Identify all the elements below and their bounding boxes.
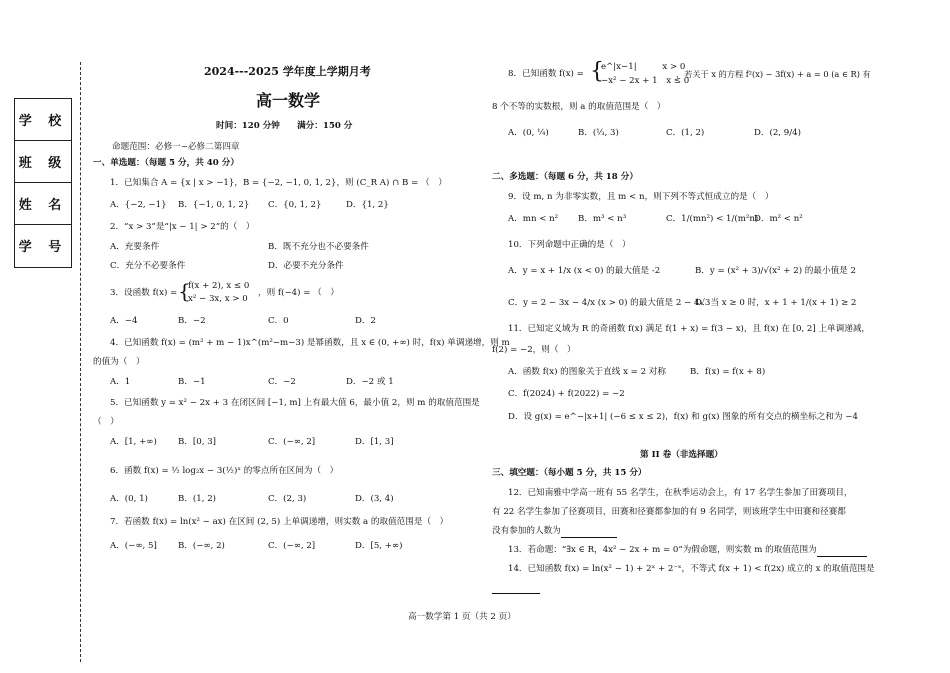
section-2-title: 二、多选题：（每题 6 分，共 18 分） (492, 172, 638, 182)
q10-option-a: A．y = x + 1/x (x < 0) 的最大值是 -2 (508, 266, 661, 276)
q4-stem: 4．已知函数 f(x) = (m² + m − 1)x^(m²−m−3) 是幂函数，且 x ∈ (0, +∞) 时，f(x) 单调递增，则 m (110, 338, 510, 348)
q9-option-b: B．m³ < n³ (578, 214, 627, 224)
q12-line-1: 12．已知南雅中学高一班有 55 名学生，在秋季运动会上，有 17 名学生参加了田赛项目， (508, 488, 853, 498)
part-2-title: 第 II 卷（非选择题） (640, 450, 723, 460)
q3-option-d: D．2 (355, 316, 376, 326)
q3-brace: { (178, 279, 191, 303)
section-3-title: 三、填空题：（每小题 5 分，共 15 分） (492, 468, 647, 478)
q7-option-a: A．(−∞, 5] (110, 541, 157, 551)
name-label: 姓 名 (15, 183, 71, 225)
q14-text: 14．已知函数 f(x) = ln(x² − 1) + 2ˣ + 2⁻ˣ，不等式 f(x + 1) < f(2x) 成立的 x 的取值范围是 (508, 564, 875, 574)
q3-stem-pre: 3．设函数 f(x) = (110, 288, 178, 298)
q6-option-b: B．(1, 2) (178, 494, 217, 504)
q3-option-a: A．−4 (110, 316, 138, 326)
q4-option-c: C．−2 (268, 377, 296, 387)
q8-option-b: B．(⅓, 3) (578, 128, 619, 138)
q10-option-b: B．y = (x² + 3)/√(x² + 2) 的最小值是 2 (695, 266, 856, 276)
q6-stem: 6．函数 f(x) = ½ log₂x − 3(½)ˣ 的零点所在区间为（ ） (110, 466, 339, 476)
q8-option-c: C．(1, 2) (666, 128, 705, 138)
q11-option-c: C．f(2024) + f(2022) = −2 (508, 389, 625, 399)
q5-option-a: A．[1, +∞) (110, 437, 157, 447)
section-1-title: 一、单选题：（每题 5 分，共 40 分） (93, 158, 239, 168)
q13-text: 13．若命题：“∃x ∈ R，4x² − 2x + m = 0”为假命题，则实数 m 的取值范围为 (508, 545, 817, 555)
q6-option-d: D．(3, 4) (355, 494, 394, 504)
q7-stem: 7．若函数 f(x) = ln(x² − ax) 在区间 (2, 5) 上单调递增，则实数 a 的取值范围是（ ） (110, 517, 449, 527)
exam-time-score: 时间：120 分钟 满分：150 分 (216, 121, 353, 131)
q9-option-c: C．1/(mn²) < 1/(m²n) (666, 214, 759, 224)
q12-answer-blank[interactable] (561, 526, 617, 538)
q4-stem-2: 的值为（ ） (93, 357, 145, 367)
q1-option-b: B．{−1, 0, 1, 2} (178, 200, 250, 210)
class-label: 班 级 (15, 141, 71, 183)
q3-option-c: C．0 (268, 316, 289, 326)
q12-line-2: 有 22 名学生参加了径赛项目，田赛和径赛都参加的有 9 名同学，则该班学生中田赛和径赛都 (492, 507, 846, 517)
q1-stem: 1．已知集合 A = {x | x > −1}，B = {−2, −1, 0, 1, 2}，则 (C_R A) ∩ B = （ ） (110, 178, 447, 188)
q8-stem-pre: 8．已知函数 f(x) = (508, 69, 584, 79)
q11-stem: 11．已知定义域为 R 的奇函数 f(x) 满足 f(1 + x) = f(3 − x)，且 f(x) 在 [0, 2] 上单调递减， (508, 324, 871, 334)
q8-stem-2: 8 个不等的实数根，则 a 的取值范围是（ ） (492, 102, 666, 112)
q3-case-1: f(x + 2), x ≤ 0 (188, 281, 250, 291)
q13-line (508, 545, 867, 557)
q1-option-c: C．{0, 1, 2} (268, 200, 322, 210)
q10-stem: 10．下列命题中正确的是（ ） (508, 240, 631, 250)
q14-answer-blank[interactable] (492, 593, 540, 594)
binding-cut-line (80, 62, 81, 662)
q12-line-3-text: 没有参加的人数为 (492, 526, 561, 536)
q3-option-b: B．−2 (178, 316, 206, 326)
q8-option-a: A．(0, ¼) (508, 128, 549, 138)
school-label: 学 校 (15, 99, 71, 141)
exam-subject: 高一数学 (256, 91, 321, 110)
student-info-box (14, 98, 72, 268)
q10-option-c: C．y = 2 − 3x − 4/x (x > 0) 的最大值是 2 − 4√3 (508, 298, 711, 308)
q7-option-c: C．(−∞, 2] (268, 541, 316, 551)
q2-option-d: D．必要不充分条件 (268, 261, 344, 271)
q4-option-b: B．−1 (178, 377, 206, 387)
q5-stem-2: （ ） (93, 417, 119, 427)
q1-option-a: A．{−2, −1} (110, 200, 167, 210)
q4-option-d: D．−2 或 1 (346, 377, 394, 387)
q11-option-b: B．f(x) = f(x + 8) (690, 367, 766, 377)
exam-term: 2024---2025 学年度上学期月考 (204, 65, 371, 78)
q2-stem: 2．“x > 3”是“|x − 1| > 2”的（ ） (110, 222, 255, 232)
q1-option-d: D．{1, 2} (346, 200, 389, 210)
q10-option-d: D．当 x ≥ 0 时，x + 1 + 1/(x + 1) ≥ 2 (695, 298, 857, 308)
q5-stem: 5．已知函数 y = x² − 2x + 3 在闭区间 [−1, m] 上有最大值 6，最小值 2，则 m 的取值范围是 (110, 398, 480, 408)
q7-option-d: D．[5, +∞) (355, 541, 403, 551)
q9-option-d: D．m² < n² (754, 214, 803, 224)
q3-stem-post: ，则 f(−4) = （ ） (258, 288, 339, 298)
q2-option-b: B．既不充分也不必要条件 (268, 242, 369, 252)
q6-option-c: C．(2, 3) (268, 494, 307, 504)
q4-option-a: A．1 (110, 377, 131, 387)
q6-option-a: A．(0, 1) (110, 494, 148, 504)
q8-option-d: D．(2, 9/4) (754, 128, 801, 138)
q2-option-c: C．充分不必要条件 (110, 261, 186, 271)
exam-scope: 命题范围：必修一~必修二第四章 (112, 142, 240, 152)
q8-brace: { (590, 59, 604, 84)
q3-case-2: x² − 3x, x > 0 (188, 294, 248, 304)
q9-stem: 9．设 m, n 为非零实数，且 m < n，则下列不等式恒成立的是（ ） (508, 192, 774, 202)
q2-option-a: A．充要条件 (110, 242, 160, 252)
q5-option-c: C．(−∞, 2] (268, 437, 316, 447)
q5-option-b: B．[0, 3] (178, 437, 217, 447)
q8-stem-post: ，若关于 x 的方程 f²(x) − 3f(x) + a = 0 (a ∈ R) 有 (676, 69, 871, 79)
q9-option-a: A．mn < n² (508, 214, 559, 224)
q8-case-1: e^|x−1| x > 0 (601, 62, 686, 72)
q7-option-b: B．(−∞, 2) (178, 541, 225, 551)
q13-answer-blank[interactable] (817, 545, 867, 557)
student-number-label: 学 号 (18, 240, 68, 255)
q8-case-2: −x² − 2x + 1 x ≤ 0 (601, 76, 690, 86)
q12-line-3 (492, 526, 617, 538)
q11-option-d: D．设 g(x) = e^−|x+1| (−6 ≤ x ≤ 2)，f(x) 和 g(x) 图象的所有交点的横坐标之和为 −4 (508, 412, 858, 422)
page-footer: 高一数学第 1 页（共 2 页） (408, 612, 516, 622)
q11-option-a: A．函数 f(x) 的图象关于直线 x = 2 对称 (508, 367, 666, 377)
q5-option-d: D．[1, 3] (355, 437, 394, 447)
q11-stem-2: f(2) = −2，则（ ） (492, 345, 576, 355)
